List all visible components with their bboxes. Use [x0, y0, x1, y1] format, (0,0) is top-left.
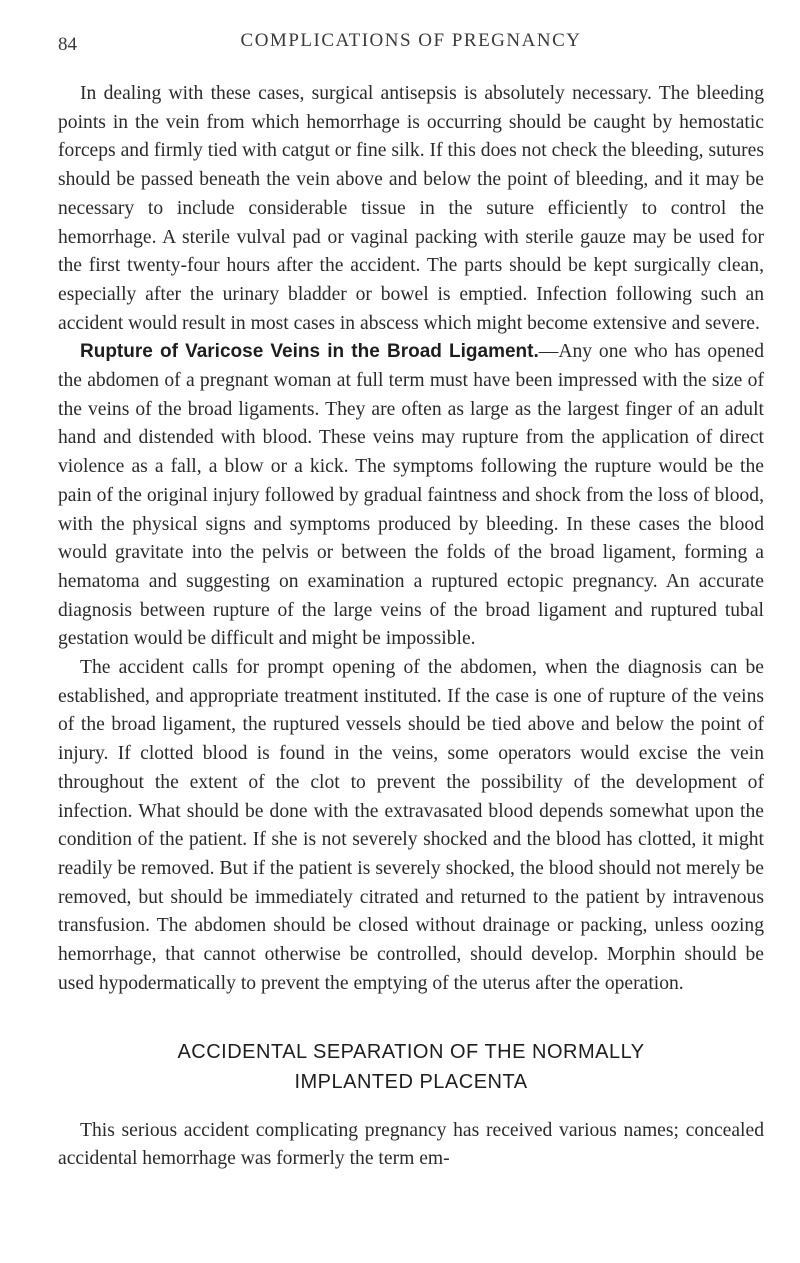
paragraph-varicose-veins [58, 338, 764, 654]
paragraph-antisepsis [58, 80, 764, 338]
run-in-heading: Rupture of Varicose Veins in the Broad Ligament. [80, 341, 539, 363]
paragraph-text: This serious accident complicating pregnancy has received various names; concealed accidental hemorrhage was formerly the term em- [58, 1119, 764, 1170]
section-heading-line: IMPLANTED PLACENTA [294, 1070, 528, 1093]
running-title: COMPLICATIONS OF PREGNANCY [240, 30, 582, 51]
section-heading-line: ACCIDENTAL SEPARATION OF THE NORMALLY [177, 1040, 645, 1063]
paragraph-text: In dealing with these cases, surgical antisepsis is absolutely necessary. The bleeding points in the vein from which hemorrhage is occurring should be caught by hemostatic forceps and firmly tied with catgut or fine silk. If this does not check the bleeding, sutures should be passed beneath the vein above and below the point of bleeding, and it may be necessary to include considerable tissue in the suture efficiently to control the hemorrhage. A sterile vulval pad or vaginal packing with sterile gauze may be used for the first twenty-four hours after the accident. The parts should be kept surgically clean, especially after the urinary bladder or bowel is emptied. Infection following such an accident would result in most cases in abscess which might become extensive and severe. [58, 83, 764, 334]
running-head [58, 30, 764, 58]
page-number: 84 [58, 34, 77, 55]
section-heading [58, 1037, 764, 1097]
paragraph-text: —Any one who has opened the abdomen of a pregnant woman at full term must have been impressed with the size of the veins of the broad ligaments. They are often as large as the largest finger of an adult hand and distended with blood. These veins may rupture from the application of direct violence as a fall, a blow or a kick. The symptoms following the rupture would be the pain of the original injury followed by gradual faintness and shock from the loss of blood, with the physical signs and symptoms produced by bleeding. In these cases the blood would gravitate into the pelvis or between the folds of the broad ligament, forming a hematoma and suggesting on examination a ruptured ectopic pregnancy. An accurate diagnosis between rupture of the large veins of the broad ligament and ruptured tubal gestation would be difficult and might be impossible. [58, 341, 764, 650]
book-page [58, 30, 764, 1174]
body-text [58, 80, 764, 1174]
paragraph-text: The accident calls for prompt opening of the abdomen, when the diagnosis can be established, and appropriate treatment instituted. If the case is one of rupture of the veins of the broad ligament, the ruptured vessels should be tied above and below the point of injury. If clotted blood is found in the veins, some operators would excise the vein throughout the extent of the clot to prevent the possibility of the development of infection. What should be done with the extravasated blood depends somewhat upon the condition of the patient. If she is not severely shocked and the blood has clotted, it might readily be removed. But if the patient is severely shocked, the blood should not merely be removed, but should be immediately citrated and returned to the patient by intravenous transfusion. The abdomen should be closed without drainage or packing, unless oozing hemorrhage, that cannot otherwise be controlled, should develop. Morphin should be used hypodermatically to prevent the emptying of the uterus after the operation. [58, 657, 764, 994]
paragraph-placenta [58, 1117, 764, 1174]
paragraph-treatment [58, 654, 764, 998]
